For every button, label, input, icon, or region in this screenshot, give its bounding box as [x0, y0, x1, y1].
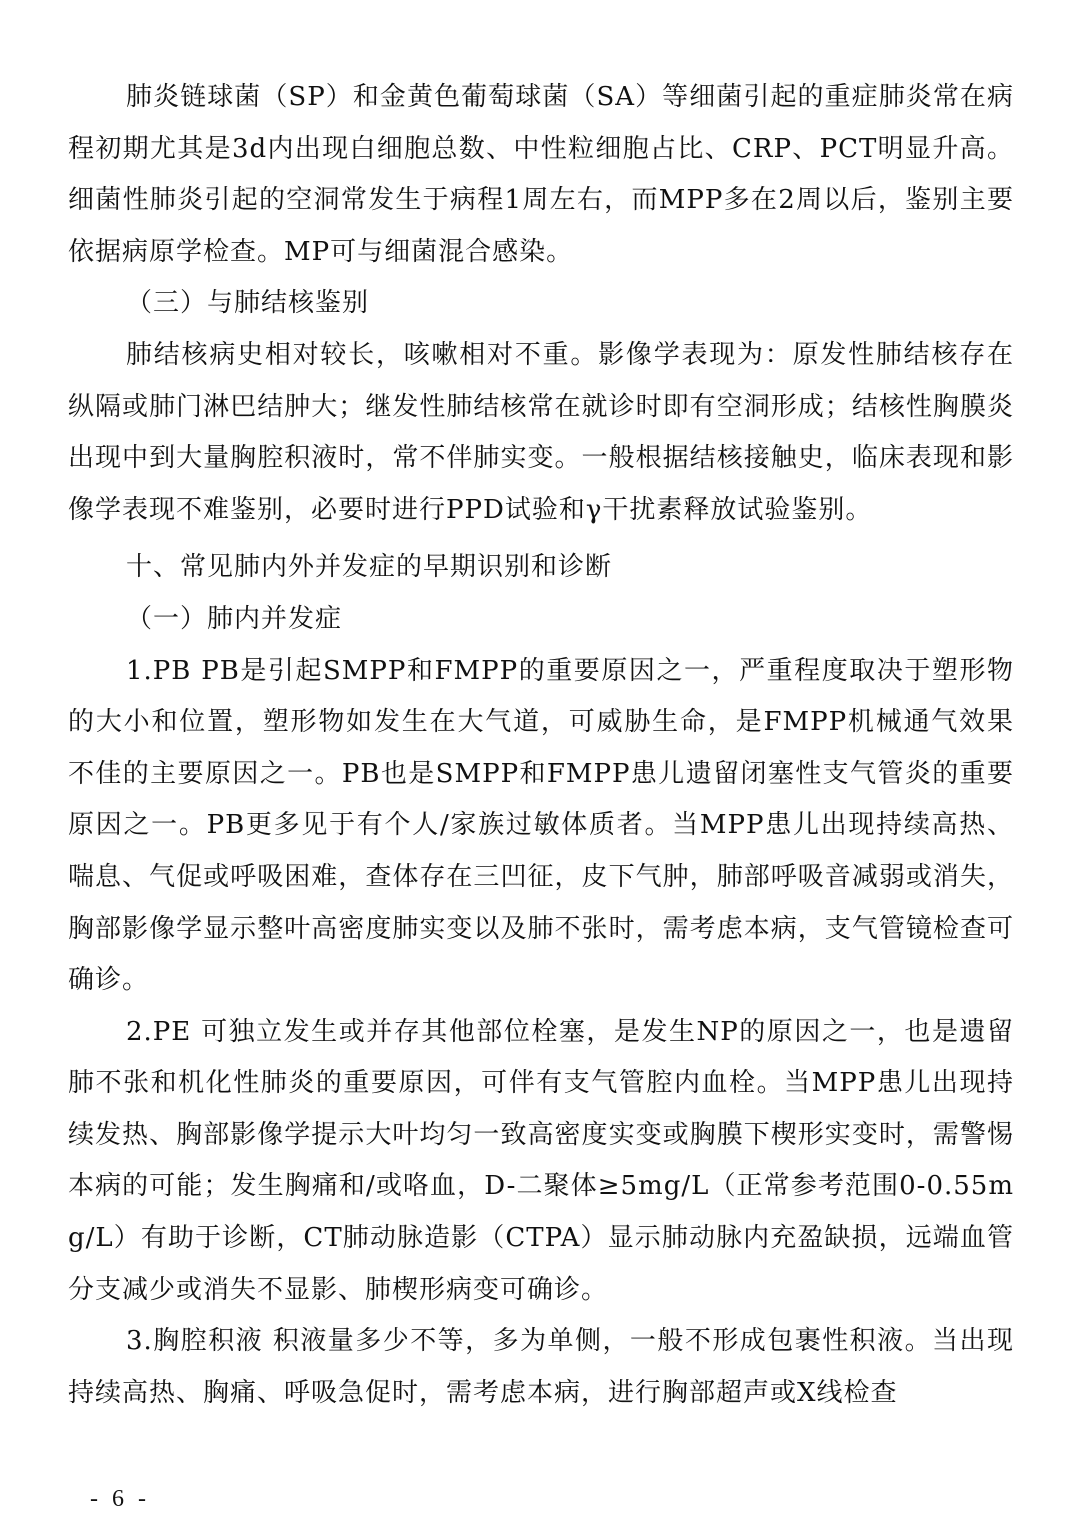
document-page — [68, 72, 1014, 1419]
heading-pulmonary-complications: （一）肺内并发症 — [126, 603, 343, 634]
heading-tuberculosis-differentiation: （三）与肺结核鉴别 — [126, 288, 370, 319]
paragraph-bacterial-pneumonia: 肺炎链球菌（SP）和金黄色葡萄球菌（SA）等细菌引起的重症肺炎常在病程初期尤其是3d内出现白细胞总数、中性粒细胞占比、CRP、PCT明显升高。细菌性肺炎引起的空洞常发生于病程1周左右，而MPP多在2周以后，鉴别主要依据病原学检查。MP可与细菌混合感染。 — [68, 82, 1014, 267]
paragraph-pulmonary-embolism: 2.PE 可独立发生或并存其他部位栓塞，是发生NP的原因之一，也是遗留肺不张和机化性肺炎的重要原因，可伴有支气管腔内血栓。当MPP患儿出现持续发热、胸部影像学提示大叶均匀一致高密度实变或胸膜下楔形实变时，需警惕本病的可能；发生胸痛和/或咯血，D-二聚体≥5mg/L（正常参考范围0-0.55mg/L）有助于诊断，CT肺动脉造影（CTPA）显示肺动脉内充盈缺损，远端血管分支减少或消失不显影、肺楔形病变可确诊。 — [68, 1016, 1014, 1305]
paragraph-pleural-effusion: 3.胸腔积液 积液量多少不等，多为单侧，一般不形成包裹性积液。当出现持续高热、胸痛、呼吸急促时，需考虑本病，进行胸部超声或X线检查 — [68, 1326, 1014, 1408]
heading-section-ten: 十、常见肺内外并发症的早期识别和诊断 — [126, 552, 613, 583]
paragraph-tuberculosis: 肺结核病史相对较长，咳嗽相对不重。影像学表现为：原发性肺结核存在纵隔或肺门淋巴结肿大；继发性肺结核常在就诊时即有空洞形成；结核性胸膜炎出现中到大量胸腔积液时，常不伴肺实变。一般根据结核接触史，临床表现和影像学表现不难鉴别，必要时进行PPD试验和γ干扰素释放试验鉴别。 — [68, 339, 1014, 525]
paragraph-plastic-bronchitis: 1.PB PB是引起SMPP和FMPP的重要原因之一，严重程度取决于塑形物的大小和位置，塑形物如发生在大气道，可威胁生命，是FMPP机械通气效果不佳的主要原因之一。PB也是SMPP和FMPP患儿遗留闭塞性支气管炎的重要原因之一。PB更多见于有个人/家族过敏体质者。当MPP患儿出现持续高热、喘息、气促或呼吸困难，查体存在三凹征，皮下气肿，肺部呼吸音减弱或消失，胸部影像学显示整叶高密度肺实变以及肺不张时，需考虑本病，支气管镜检查可确诊。 — [68, 655, 1014, 996]
page-number: - 6 - — [90, 1486, 150, 1512]
